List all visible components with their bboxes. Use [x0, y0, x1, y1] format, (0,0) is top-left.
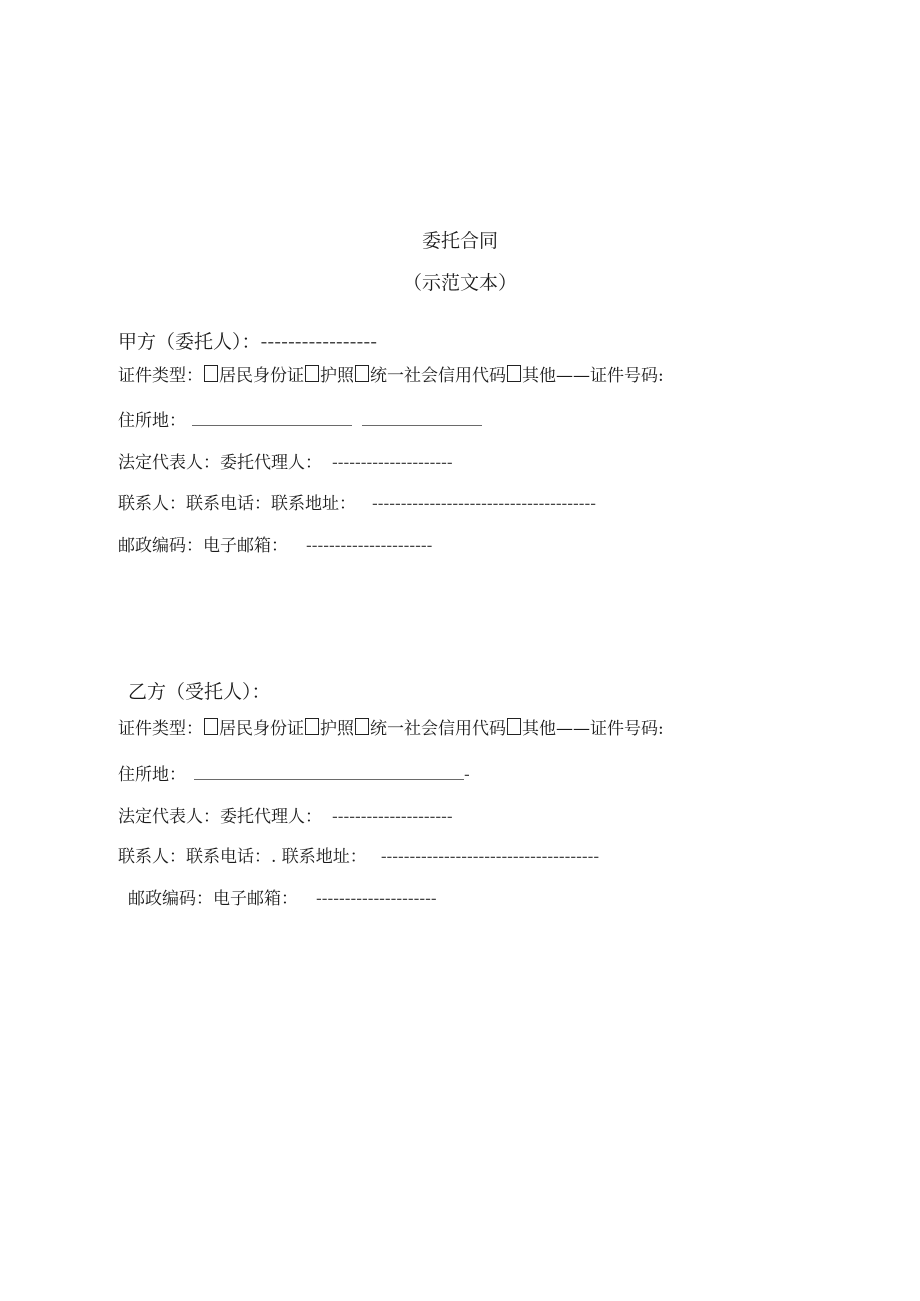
party-b-contact-label: 联系人：联系电话：. 联系地址： [118, 847, 367, 867]
party-b-id-type-row [118, 718, 664, 740]
party-b-option-credit-code: 统一社会信用代码 [370, 719, 506, 739]
party-b-checkbox-passport[interactable] [305, 718, 319, 735]
party-b-heading-row [128, 677, 271, 704]
party-b-option-other: 其他 [522, 719, 556, 739]
party-b-checkbox-other[interactable] [507, 718, 521, 735]
party-b-address-trail: - [464, 765, 470, 785]
party-a-checkbox-id-card[interactable] [204, 365, 218, 382]
party-b-heading: 乙方（受托人）： [128, 681, 271, 703]
party-b-address-label: 住所地： [118, 765, 186, 785]
document-title: 委托合同 [421, 230, 498, 252]
party-a-checkbox-passport[interactable] [305, 365, 319, 382]
party-b-id-number-label: ——证件号码: [556, 719, 664, 739]
party-a-contact-label: 联系人：联系电话：联系地址： [118, 494, 356, 514]
party-a-address-blank-2[interactable] [362, 411, 482, 426]
party-b-contact-row [118, 846, 599, 868]
party-a-id-type-label: 证件类型： [118, 366, 203, 386]
document-subtitle: （示范文本） [402, 272, 517, 294]
party-a-checkbox-credit-code[interactable] [355, 365, 369, 382]
party-a-legal-rep-blank[interactable]: --------------------- [332, 453, 453, 473]
party-a-address-label: 住所地： [118, 411, 186, 431]
party-a-option-credit-code: 统一社会信用代码 [370, 366, 506, 386]
party-a-legal-rep-row [118, 452, 453, 474]
party-a-postal-blank[interactable]: ---------------------- [306, 536, 433, 556]
party-a-id-type-row [118, 365, 664, 387]
party-b-legal-rep-label: 法定代表人：委托代理人： [118, 807, 322, 827]
party-b-postal-row [128, 888, 437, 910]
party-a-option-id-card: 居民身份证 [219, 366, 304, 386]
party-b-address-row [118, 764, 470, 786]
party-b-postal-blank[interactable]: --------------------- [316, 889, 437, 909]
party-a-contact-row [118, 493, 596, 515]
party-a-checkbox-other[interactable] [507, 365, 521, 382]
party-b-contact-blank[interactable]: -------------------------------------- [380, 847, 600, 867]
party-b-id-type-label: 证件类型： [118, 719, 203, 739]
party-a-postal-label: 邮政编码：电子邮箱： [118, 536, 288, 556]
party-a-postal-row [118, 535, 432, 557]
party-a-heading-blank[interactable]: ----------------- [260, 331, 378, 353]
party-b-legal-rep-row [118, 806, 453, 828]
party-a-option-passport: 护照 [320, 366, 354, 386]
party-b-checkbox-id-card[interactable] [204, 718, 218, 735]
party-a-address-blank-1[interactable] [192, 411, 352, 426]
party-b-address-blank[interactable] [194, 765, 464, 780]
party-a-legal-rep-label: 法定代表人：委托代理人： [118, 453, 322, 473]
party-a-address-row [118, 410, 482, 432]
party-a-heading: 甲方（委托人）： [118, 331, 261, 353]
party-b-postal-label: 邮政编码：电子邮箱： [128, 889, 298, 909]
party-a-heading-row [118, 327, 377, 354]
party-b-checkbox-credit-code[interactable] [355, 718, 369, 735]
party-b-option-passport: 护照 [320, 719, 354, 739]
party-b-option-id-card: 居民身份证 [219, 719, 304, 739]
party-a-contact-blank[interactable]: --------------------------------------- [372, 494, 597, 514]
party-a-option-other: 其他 [522, 366, 556, 386]
party-b-legal-rep-blank[interactable]: --------------------- [332, 807, 453, 827]
party-a-id-number-label: ——证件号码: [556, 366, 664, 386]
